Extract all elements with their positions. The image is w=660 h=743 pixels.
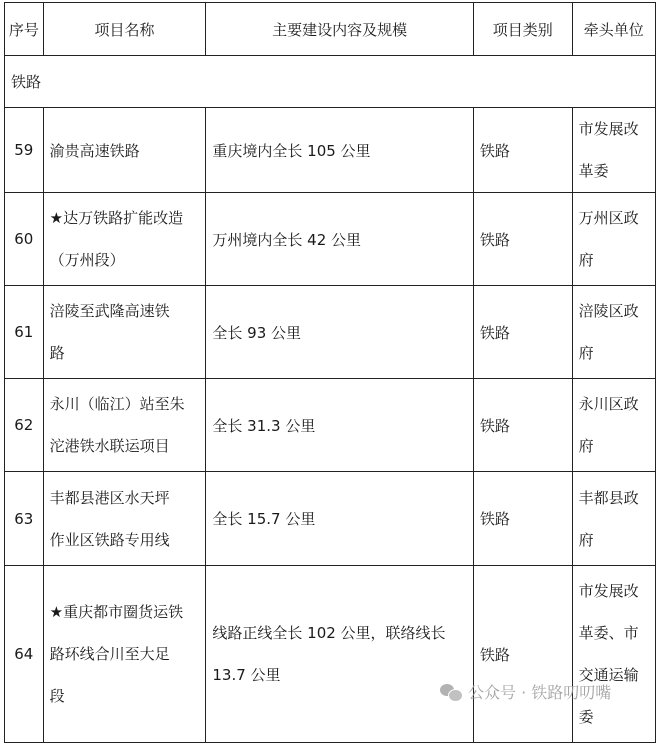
lead-unit-line: 丰都县政 [578, 488, 639, 507]
lead-unit-line: 委 [578, 708, 594, 726]
row-number: 62 [5, 379, 44, 472]
header-no: 序号 [5, 3, 44, 56]
project-content [206, 472, 474, 566]
project-content [206, 193, 474, 286]
project-name-line: ★重庆都市圈货运铁 [49, 603, 184, 621]
project-name [43, 379, 206, 472]
project-content [206, 108, 474, 193]
project-content-line: 全长 15.7 公里 [212, 510, 316, 528]
project-name-line: 段 [49, 687, 65, 705]
project-type: 铁路 [473, 286, 572, 379]
project-content [206, 379, 474, 472]
header-content: 主要建设内容及规模 [206, 3, 474, 56]
lead-unit [572, 286, 655, 379]
watermark [440, 680, 611, 703]
project-content-line: 全长 31.3 公里 [212, 416, 316, 435]
table-row [5, 108, 656, 193]
table-row [5, 566, 656, 743]
project-content-line: 万州境内全长 42 公里 [212, 230, 362, 249]
row-number: 64 [5, 566, 44, 743]
table-header-row [5, 3, 656, 56]
project-type: 铁路 [473, 379, 572, 472]
header-name: 项目名称 [43, 3, 206, 56]
lead-unit-line: 永川区政 [578, 395, 639, 413]
project-type: 铁路 [473, 108, 572, 193]
project-name-line: 永川（临江）站至朱 [49, 395, 185, 413]
table-row [5, 286, 656, 379]
project-name [43, 286, 206, 379]
lead-unit [572, 193, 655, 286]
section-title: 铁路 [5, 56, 656, 108]
project-name-line: 作业区铁路专用线 [49, 530, 170, 549]
lead-unit-line: 万州区政 [578, 209, 639, 227]
project-name-line: 沱港铁水联运项目 [49, 437, 170, 455]
project-name [43, 108, 206, 193]
lead-unit-line: 府 [578, 251, 594, 269]
row-number: 59 [5, 108, 44, 193]
header-type: 项目类别 [473, 3, 572, 56]
lead-unit-line: 交通运输 [578, 666, 639, 684]
project-content [206, 286, 474, 379]
project-name [43, 193, 206, 286]
project-type: 铁路 [473, 193, 572, 286]
row-number: 61 [5, 286, 44, 379]
project-name-line: （万州段） [49, 251, 125, 269]
lead-unit-line: 府 [578, 437, 594, 455]
section-row [5, 56, 656, 108]
project-content-line: 线路正线全长 102 公里，联络线长 [212, 624, 446, 642]
project-content-line: 13.7 公里 [212, 666, 281, 684]
lead-unit-line: 市发展改 [578, 120, 639, 138]
lead-unit-line: 市发展改 [578, 582, 639, 600]
project-name-line: 渝贵高速铁路 [49, 141, 140, 160]
project-name-line: 涪陵至武隆高速铁 [49, 302, 170, 320]
project-content-line: 重庆境内全长 105 公里 [212, 141, 371, 160]
project-name-line: 丰都县港区水天坪 [49, 488, 170, 507]
lead-unit [572, 379, 655, 472]
row-number: 63 [5, 472, 44, 566]
lead-unit-line: 革委 [578, 162, 609, 180]
header-unit: 牵头单位 [572, 3, 655, 56]
lead-unit [572, 108, 655, 193]
lead-unit [572, 472, 655, 566]
project-type: 铁路 [473, 472, 572, 566]
table-row [5, 193, 656, 286]
watermark-text: 公众号 · 铁路叨叨嘴 [468, 683, 612, 702]
table-row [5, 379, 656, 472]
project-name-line: ★达万铁路扩能改造 [49, 209, 184, 227]
project-name [43, 472, 206, 566]
project-name-line: 路环线合川至大足 [49, 645, 170, 663]
project-table [4, 2, 656, 743]
wechat-icon [440, 684, 462, 700]
lead-unit [572, 566, 655, 743]
table-row [5, 472, 656, 566]
lead-unit-line: 革委、市 [578, 624, 639, 642]
lead-unit-line: 府 [578, 530, 594, 549]
row-number: 60 [5, 193, 44, 286]
project-content [206, 566, 474, 743]
project-content-line: 全长 93 公里 [212, 323, 302, 342]
project-name-line: 路 [49, 344, 65, 362]
project-name [43, 566, 206, 743]
lead-unit-line: 涪陵区政 [578, 302, 639, 320]
project-type: 铁路 [473, 566, 572, 743]
lead-unit-line: 府 [578, 344, 594, 362]
